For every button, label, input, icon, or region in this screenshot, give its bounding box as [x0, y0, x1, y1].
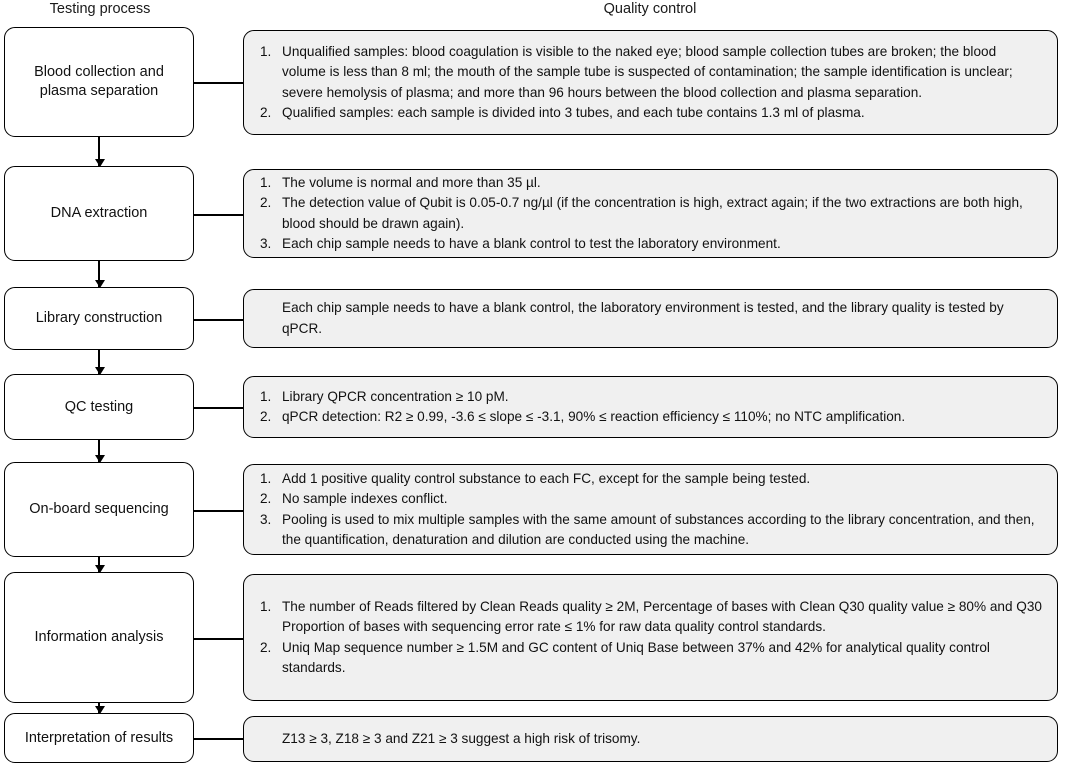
quality-control-box	[243, 716, 1058, 762]
quality-control-item	[260, 42, 1043, 104]
quality-control-box	[243, 464, 1058, 555]
column-header-quality-control: Quality control	[603, 1, 697, 17]
flow-arrow-down	[98, 557, 100, 572]
process-step-label: QC testing	[64, 398, 134, 415]
quality-control-item-number: 1.	[260, 43, 272, 59]
quality-control-item-number: 1.	[260, 174, 272, 190]
connector-line-horizontal	[194, 510, 244, 512]
quality-control-item-number: 2.	[260, 491, 272, 506]
quality-control-list	[260, 597, 1043, 679]
quality-control-item	[260, 387, 1043, 408]
process-step-box	[4, 713, 194, 763]
quality-control-item	[260, 510, 1043, 551]
flow-arrow-down	[98, 703, 100, 713]
quality-control-list	[260, 387, 1043, 428]
process-step-box	[4, 374, 194, 440]
process-step-box	[4, 462, 194, 557]
quality-control-item-text: Each chip sample needs to have a blank control to test the laboratory environment.	[282, 236, 781, 251]
connector-line-horizontal	[194, 407, 244, 409]
connector-line-horizontal	[194, 319, 244, 321]
quality-control-item-number: 2.	[260, 195, 272, 210]
process-step-label: Blood collection and plasma separation	[34, 64, 164, 99]
quality-control-item-number: 2.	[260, 409, 272, 424]
quality-control-item-text: Each chip sample needs to have a blank control, the laboratory environment is tested, and the library quality is tested by qPCR.	[282, 300, 1004, 336]
process-step-label: DNA extraction	[50, 205, 148, 221]
quality-control-box	[243, 289, 1058, 348]
quality-control-item	[260, 234, 1043, 255]
quality-control-item-text: Uniq Map sequence number ≥ 1.5M and GC content of Uniq Base between 37% and 42% for analytical quality control standards.	[282, 639, 990, 675]
flow-arrow-down	[98, 350, 100, 374]
quality-control-item-text: Z13 ≥ 3, Z18 ≥ 3 and Z21 ≥ 3 suggest a high risk of trisomy.	[282, 730, 641, 746]
quality-control-list	[260, 469, 1043, 551]
quality-control-item-text: Pooling is used to mix multiple samples with the same amount of substances according to the library concentration, and then, the quantification, denaturation and dilution are conducted using the machine.	[282, 511, 1035, 547]
quality-control-item-number: 1.	[260, 598, 272, 614]
quality-control-item	[260, 298, 1043, 339]
quality-control-item-text: No sample indexes conflict.	[282, 491, 448, 506]
quality-control-box	[243, 376, 1058, 438]
quality-control-item-text: The number of Reads filtered by Clean Reads quality ≥ 2M, Percentage of bases with Clean Q30 quality value ≥ 80% and Q30 Proportion of bases with sequencing error rate ≤ 1% for raw data quality control standards.	[282, 598, 1042, 634]
quality-control-item-text: Library QPCR concentration ≥ 10 pM.	[282, 388, 509, 404]
quality-control-item	[260, 193, 1043, 234]
process-step-box	[4, 287, 194, 350]
flow-arrow-down	[98, 440, 100, 462]
quality-control-item-text: qPCR detection: R2 ≥ 0.99, -3.6 ≤ slope ≤ -3.1, 90% ≤ reaction efficiency ≤ 110%; no NTC amplification.	[282, 409, 906, 424]
process-step-label: Library construction	[35, 310, 163, 326]
quality-control-item-text: Qualified samples: each sample is divided into 3 tubes, and each tube contains 1.3 ml of plasma.	[282, 105, 865, 120]
quality-control-item	[260, 638, 1043, 679]
quality-control-list	[260, 729, 1043, 750]
flow-arrow-down	[98, 137, 100, 166]
connector-line-horizontal	[194, 214, 244, 216]
quality-control-item	[260, 489, 1043, 510]
quality-control-item-number: 2.	[260, 105, 272, 120]
quality-control-item-text: The volume is normal and more than 35 µl.	[282, 174, 541, 190]
process-step-label: On-board sequencing	[29, 501, 169, 517]
quality-control-box	[243, 30, 1058, 135]
quality-control-box	[243, 574, 1058, 701]
process-step-label: Interpretation of results	[24, 729, 174, 746]
flow-arrow-down	[98, 261, 100, 287]
quality-control-list	[260, 298, 1043, 339]
quality-control-item	[260, 597, 1043, 638]
quality-control-item-number: 1.	[260, 388, 272, 404]
quality-control-item	[260, 407, 1043, 428]
quality-control-list	[260, 173, 1043, 255]
quality-control-item-number: 1.	[260, 470, 272, 486]
quality-control-item-text: The detection value of Qubit is 0.05-0.7 ng/µl (if the concentration is high, extract again; if the two extractions are both high, blood should be drawn again).	[282, 195, 1023, 231]
quality-control-item-number: 3.	[260, 236, 272, 251]
quality-control-item-text: Add 1 positive quality control substance to each FC, except for the sample being tested.	[282, 470, 811, 486]
connector-line-horizontal	[194, 638, 244, 640]
quality-control-item-number: 3.	[260, 511, 272, 527]
quality-control-item	[260, 469, 1043, 490]
process-step-box	[4, 166, 194, 261]
process-step-label: Information analysis	[34, 629, 164, 645]
quality-control-item	[260, 103, 1043, 124]
quality-control-box	[243, 169, 1058, 258]
process-step-box	[4, 572, 194, 703]
process-step-box	[4, 27, 194, 137]
quality-control-item	[260, 173, 1043, 194]
connector-line-horizontal	[194, 82, 244, 84]
connector-line-horizontal	[194, 738, 244, 740]
quality-control-item-text: Unqualified samples: blood coagulation is visible to the naked eye; blood sample collection tubes are broken; the blood volume is less than 8 ml; the mouth of the sample tube is suspected of contamination; the sample identification is unclear; severe hemolysis of plasma; and more than 96 hours between the blood collection and plasma separation.	[282, 43, 1013, 100]
column-header-testing-process: Testing process	[49, 1, 151, 17]
quality-control-item-number: 2.	[260, 639, 272, 655]
quality-control-item	[260, 729, 1043, 750]
quality-control-list	[260, 42, 1043, 124]
